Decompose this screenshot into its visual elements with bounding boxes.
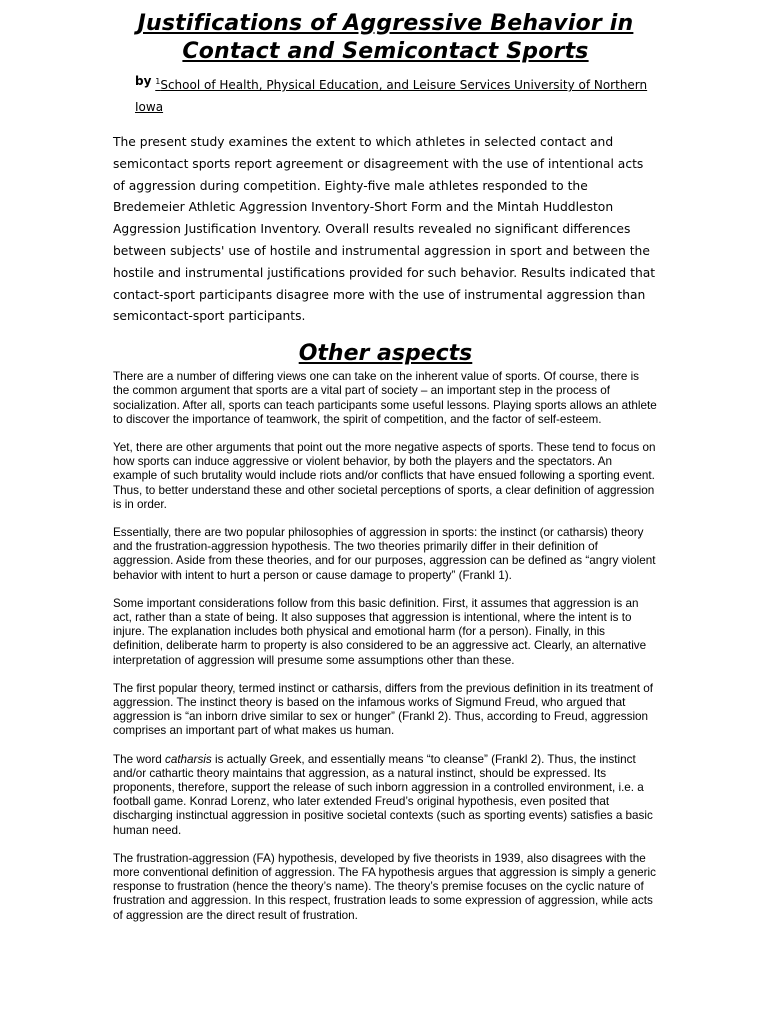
catharsis-term: catharsis xyxy=(164,752,212,766)
paragraph-7: The frustration-aggression (FA) hypothesis, developed by five theorists in 1939, also disagrees with the more conventional definition of aggression. The FA hypothesis argues that aggression is simply a generic response to frustration (hence the theory’s name). The theory’s premise focuses on the cyclic nature of frustration and aggression. In this respect, frustration leads to some expression of aggression, while acts of aggression are the direct result of frustration. xyxy=(113,851,656,922)
paragraph-6-rest: is actually Greek, and essentially means “to cleanse” (Frankl 2). Thus, the instinct and/or cathartic theory maintains that aggression, as a natural instinct, should be expressed. Its proponents, therefore, support the release of such inborn aggression in a controlled environment, i.e. a football game. Konrad Lorenz, who later extended Freud’s original hypothesis, even posited that discharging instinctual aggression in positive societal contexts (such as sporting events) satisfies a basic human need. xyxy=(113,752,653,837)
paragraph-6 xyxy=(113,753,658,838)
paragraph-2: Yet, there are other arguments that point out the more negative aspects of sports. These tend to focus on how sports can induce aggressive or violent behavior, by both the players and the spectators. An example of such brutality would include riots and/or conflicts that have ensued following a sporting event. Thus, to better understand these and other societal perceptions of sports, a clear definition of aggression is in order. xyxy=(113,440,656,511)
section-heading: Other aspects xyxy=(298,341,473,367)
paragraph-5: The first popular theory, termed instinct or catharsis, differs from the previous definition in its treatment of aggression. The instinct theory is based on the infamous works of Sigmund Freud, who argued that aggression is “an inborn drive similar to sex or hunger” (Frankl 2). Thus, according to Freud, aggression comprises an important part of what makes us human. xyxy=(113,681,654,738)
affiliation xyxy=(135,78,647,114)
paragraph-1: There are a number of differing views one can take on the inherent value of sports. Of course, there is the common argument that sports are a vital part of society – an important step in the process of socialization. After all, sports can teach participants some useful lessons. Playing sports allows an athlete to discover the importance of teamwork, the spirit of competition, and the factor of self-esteem. xyxy=(113,370,657,426)
document-page xyxy=(113,10,658,937)
paragraph-3: Essentially, there are two popular philosophies of aggression in sports: the instinct (or catharsis) theory and the frustration-aggression hypothesis. The two theories primarily differ in their definition of aggression. Aside from these theories, and for our purposes, aggression can be defined as “angry violent behavior with intent to hurt a person or cause damage to property” (Frankl 1). xyxy=(113,526,656,582)
title-line-2: Contact and Semicontact Sports xyxy=(182,39,589,64)
paragraph-4: Some important considerations follow from this basic definition. First, it assumes that aggression is an act, rather than a state of being. It also supposes that aggression is intentional, where the intent is to injure. The explanation includes both physical and emotional harm (for a person). Finally, in this definition, deliberate harm to property is also considered to be an aggressive act. Clearly, an alternative interpretation of aggression will presume some assumptions other than these. xyxy=(113,596,647,667)
affiliation-superscript: 1 xyxy=(155,77,161,86)
affiliation-text: School of Health, Physical Education, and Leisure Services University of Northern Iowa xyxy=(135,78,648,114)
abstract: The present study examines the extent to which athletes in selected contact and semicontact sports report agreement or disagreement with the use of intentional acts of aggression during competition. Eighty-five male athletes responded to the Bredemeier Athletic Aggression Inventory-Short Form and the Mintah Huddleston Aggression Justification Inventory. Overall results revealed no significant differences between subjects' use of hostile and instrumental aggression in sport and between the hostile and instrumental justifications provided for such behavior. Results indicated that contact-sport participants disagree more with the use of instrumental aggression than semicontact-sport participants. xyxy=(113,135,656,324)
paragraph-6-start: The word xyxy=(113,752,165,766)
document-title xyxy=(113,10,658,66)
byline xyxy=(113,70,658,118)
title-line-1: Justifications of Aggressive Behavior in xyxy=(137,11,634,36)
by-label: by xyxy=(135,74,152,88)
